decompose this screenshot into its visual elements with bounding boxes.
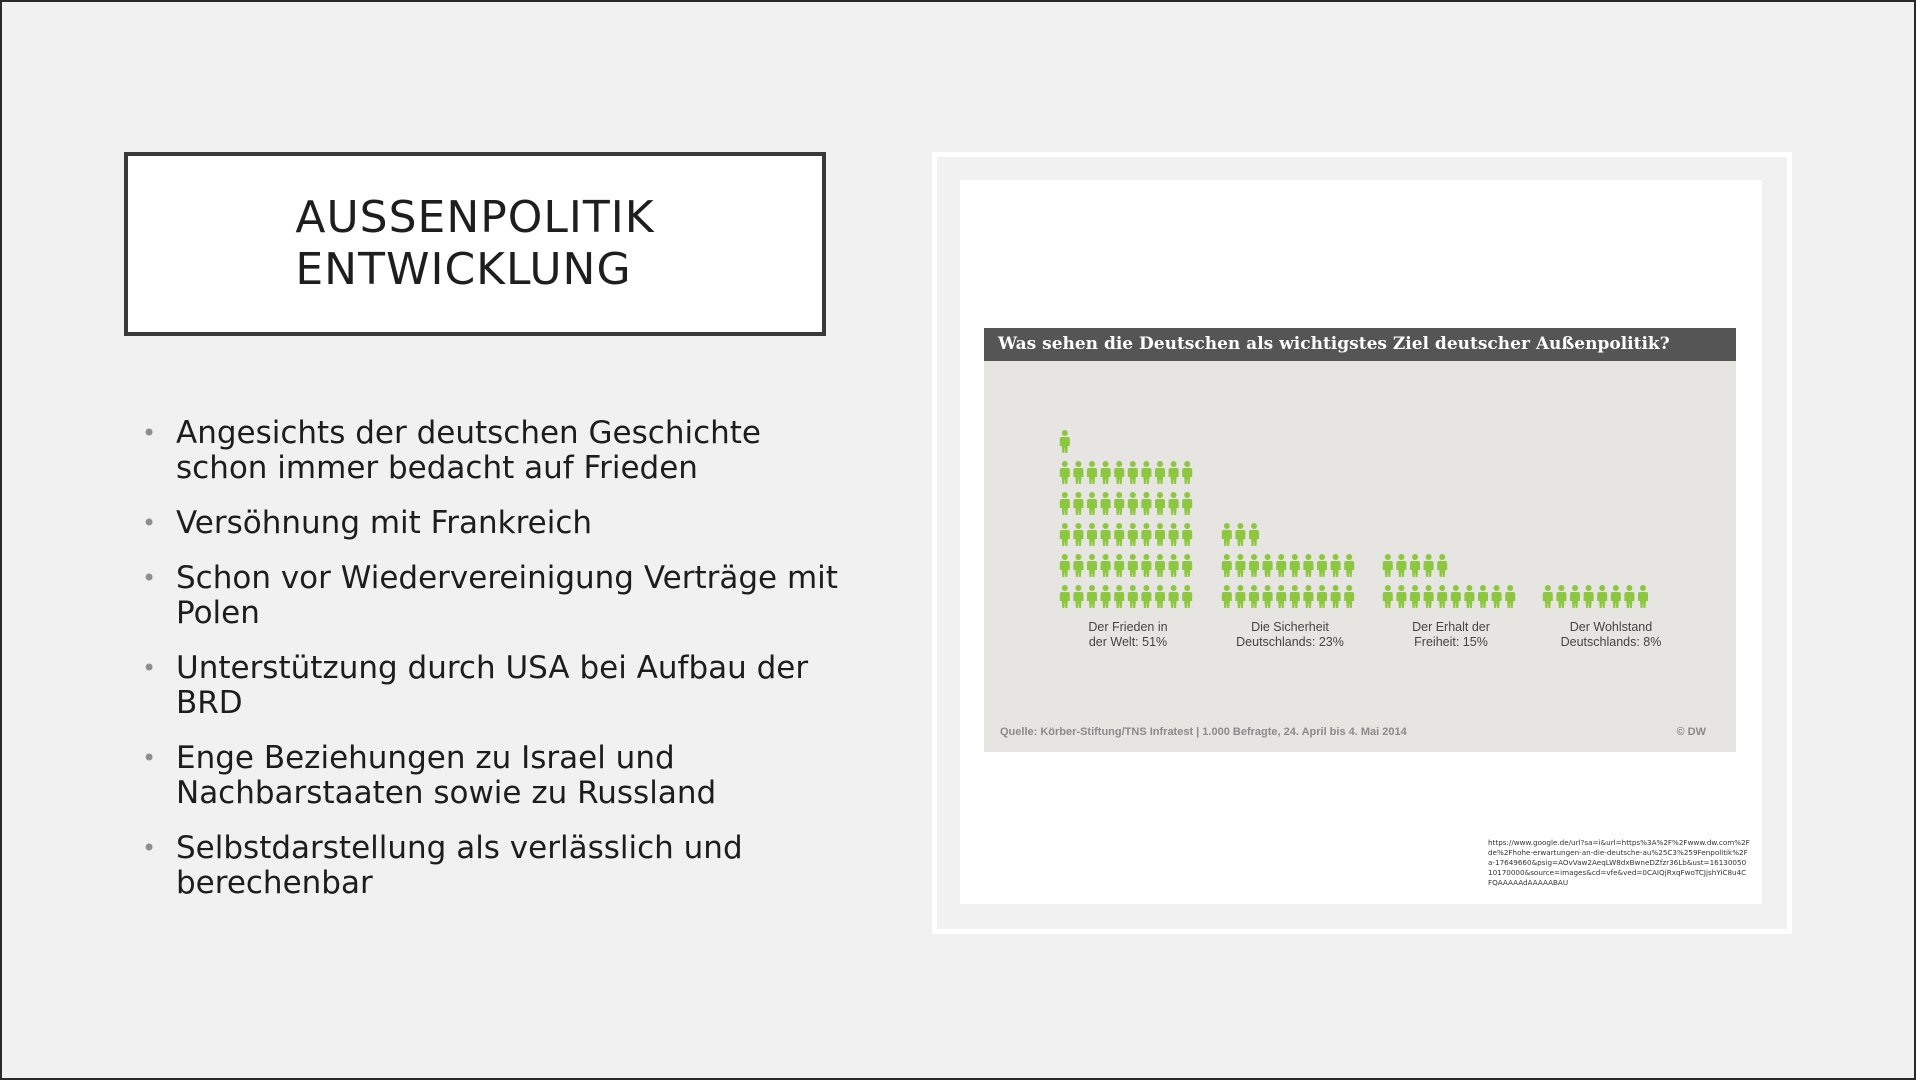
person-icon: [1087, 585, 1097, 608]
person-icon: [1464, 585, 1474, 608]
pictogram-bar: [1060, 430, 1192, 608]
chart-panel: [984, 328, 1736, 752]
person-icon: [1182, 492, 1192, 515]
person-icon: [1584, 585, 1594, 608]
person-icon: [1222, 523, 1232, 546]
person-icon: [1128, 492, 1138, 515]
person-icon: [1249, 554, 1259, 577]
pictogram-bar: [1543, 585, 1648, 608]
person-icon: [1182, 461, 1192, 484]
person-icon: [1290, 585, 1300, 608]
person-icon: [1060, 430, 1070, 453]
person-icon: [1128, 523, 1138, 546]
person-icon: [1169, 492, 1179, 515]
category-label: Der Erhalt der Freiheit: 15%: [1412, 620, 1490, 649]
person-icon: [1451, 585, 1461, 608]
person-icon: [1424, 554, 1434, 577]
person-icon: [1624, 585, 1634, 608]
person-icon: [1543, 585, 1553, 608]
person-icon: [1478, 585, 1488, 608]
person-icon: [1317, 585, 1327, 608]
person-icon: [1155, 461, 1165, 484]
person-icon: [1290, 554, 1300, 577]
person-icon: [1060, 461, 1070, 484]
bullet-text: Enge Beziehungen zu Israel und Nachbarstaaten sowie zu Russland: [176, 740, 717, 811]
person-icon: [1141, 523, 1151, 546]
person-icon: [1155, 554, 1165, 577]
person-icon: [1276, 585, 1286, 608]
person-icon: [1182, 585, 1192, 608]
bullet-item: [140, 416, 840, 486]
person-icon: [1114, 492, 1124, 515]
person-icon: [1505, 585, 1515, 608]
person-icon: [1638, 585, 1648, 608]
person-icon: [1073, 492, 1083, 515]
person-icon: [1169, 461, 1179, 484]
person-icon: [1556, 585, 1566, 608]
person-icon: [1611, 585, 1621, 608]
pictogram-bar: [1222, 523, 1354, 608]
bullet-list: [140, 416, 840, 921]
pictogram-chart: [984, 361, 1736, 721]
chart-title: Was sehen die Deutschen als wichtigstes Ziel deutscher Außenpolitik?: [984, 328, 1736, 361]
person-icon: [1155, 523, 1165, 546]
chart-copyright: © DW: [1676, 726, 1706, 738]
person-icon: [1492, 585, 1502, 608]
person-icon: [1101, 554, 1111, 577]
image-source-url: https://www.google.de/url?sa=i&url=https%3A%2F%2Fwww.dw.com%2Fde%2Fhohe-erwartungen-an-die-deutsche-au%25C3%259Fenpolitik%2Fa-17649660&psig=AOvVaw2AeqLW8dxBwneDZfzr36Lb&ust=1613005010170000&source=images&cd=vfe&ved=0CAIQjRxqFwoTCJjshYiC8u4CFQAAAAAdAAAAABAU: [1488, 838, 1750, 887]
person-icon: [1141, 461, 1151, 484]
person-icon: [1169, 554, 1179, 577]
person-icon: [1087, 523, 1097, 546]
category-label: Die Sicherheit Deutschlands: 23%: [1236, 620, 1344, 649]
person-icon: [1410, 554, 1420, 577]
slide-title-line-2: ENTWICKLUNG: [295, 244, 632, 295]
person-icon: [1182, 523, 1192, 546]
chart-source: Quelle: Körber-Stiftung/TNS Infratest | 1.000 Befragte, 24. April bis 4. Mai 2014: [1000, 726, 1407, 738]
person-icon: [1276, 554, 1286, 577]
person-icon: [1169, 523, 1179, 546]
person-icon: [1101, 523, 1111, 546]
person-icon: [1303, 554, 1313, 577]
person-icon: [1128, 554, 1138, 577]
person-icon: [1222, 585, 1232, 608]
person-icon: [1169, 585, 1179, 608]
person-icon: [1073, 554, 1083, 577]
person-icon: [1087, 492, 1097, 515]
bullet-marker: •: [142, 834, 157, 862]
person-icon: [1437, 554, 1447, 577]
person-icon: [1344, 554, 1354, 577]
slide-title: [295, 192, 654, 296]
person-icon: [1060, 554, 1070, 577]
person-icon: [1101, 585, 1111, 608]
person-icon: [1396, 585, 1406, 608]
person-icon: [1235, 554, 1245, 577]
person-icon: [1263, 585, 1273, 608]
bullet-text: Versöhnung mit Frankreich: [176, 505, 593, 541]
person-icon: [1155, 492, 1165, 515]
person-icon: [1087, 554, 1097, 577]
person-icon: [1303, 585, 1313, 608]
person-icon: [1249, 585, 1259, 608]
person-icon: [1263, 554, 1273, 577]
person-icon: [1128, 461, 1138, 484]
person-icon: [1235, 585, 1245, 608]
bullet-marker: •: [142, 419, 157, 447]
person-icon: [1060, 492, 1070, 515]
bullet-text: Angesichts der deutschen Geschichte schon immer bedacht auf Frieden: [176, 415, 762, 486]
person-icon: [1410, 585, 1420, 608]
category-label: Der Wohlstand Deutschlands: 8%: [1560, 620, 1662, 649]
bullet-marker: •: [142, 744, 157, 772]
bullet-item: [140, 561, 840, 631]
person-icon: [1060, 523, 1070, 546]
person-icon: [1344, 585, 1354, 608]
person-icon: [1060, 585, 1070, 608]
category-label: Der Frieden in der Welt: 51%: [1088, 620, 1168, 649]
person-icon: [1141, 585, 1151, 608]
slide-title-line-1: AUSSENPOLITIK: [295, 192, 655, 243]
person-icon: [1114, 523, 1124, 546]
person-icon: [1383, 554, 1393, 577]
person-icon: [1396, 554, 1406, 577]
person-icon: [1087, 461, 1097, 484]
person-icon: [1155, 585, 1165, 608]
person-icon: [1331, 554, 1341, 577]
person-icon: [1073, 585, 1083, 608]
person-icon: [1141, 492, 1151, 515]
person-icon: [1222, 554, 1232, 577]
bullet-item: [140, 831, 840, 901]
person-icon: [1141, 554, 1151, 577]
bullet-text: Selbstdarstellung als verlässlich und berechenbar: [176, 830, 743, 901]
bullet-marker: •: [142, 509, 157, 537]
bullet-text: Schon vor Wiedervereinigung Verträge mit Polen: [176, 560, 838, 631]
pictogram-bar: [1383, 554, 1515, 608]
person-icon: [1331, 585, 1341, 608]
person-icon: [1383, 585, 1393, 608]
person-icon: [1424, 585, 1434, 608]
person-icon: [1114, 585, 1124, 608]
bullet-text: Unterstützung durch USA bei Aufbau der BRD: [176, 650, 809, 721]
person-icon: [1437, 585, 1447, 608]
person-icon: [1114, 554, 1124, 577]
bullet-item: [140, 651, 840, 721]
person-icon: [1317, 554, 1327, 577]
person-icon: [1073, 461, 1083, 484]
person-icon: [1128, 585, 1138, 608]
person-icon: [1597, 585, 1607, 608]
person-icon: [1114, 461, 1124, 484]
bullet-item: [140, 506, 840, 541]
person-icon: [1235, 523, 1245, 546]
person-icon: [1249, 523, 1259, 546]
bullet-marker: •: [142, 564, 157, 592]
person-icon: [1101, 461, 1111, 484]
person-icon: [1182, 554, 1192, 577]
person-icon: [1570, 585, 1580, 608]
title-box: [124, 152, 826, 336]
person-icon: [1101, 492, 1111, 515]
bullet-marker: •: [142, 654, 157, 682]
bullet-item: [140, 741, 840, 811]
person-icon: [1073, 523, 1083, 546]
